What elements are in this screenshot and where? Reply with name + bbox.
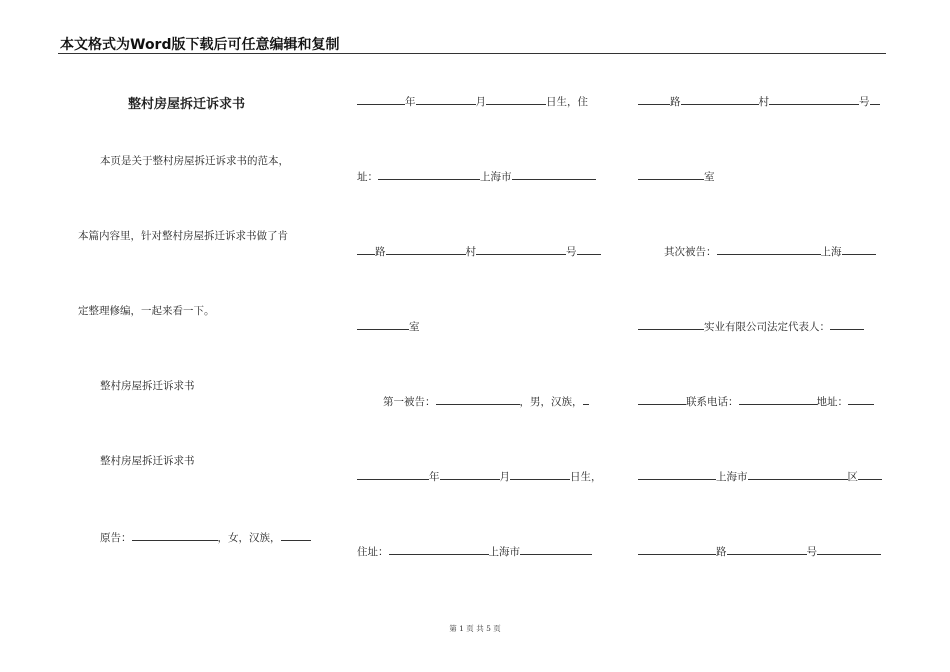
blank-field — [386, 243, 466, 255]
blank-field — [870, 93, 880, 105]
col2-date-line — [357, 93, 588, 109]
blank-field — [357, 468, 429, 480]
district-text: 区 — [847, 471, 858, 483]
blank-field — [638, 468, 716, 480]
intro-line-1: 本页是关于整村房屋拆迁诉求书的范本， — [100, 155, 289, 167]
col2-address-line — [357, 168, 596, 184]
blank-field — [520, 543, 592, 555]
blank-field — [638, 168, 704, 180]
address-label: 住址： — [357, 546, 389, 558]
subtitle-1: 整村房屋拆迁诉求书 — [100, 380, 195, 392]
day-text: 日生， — [570, 471, 602, 483]
village-text: 村 — [758, 96, 769, 108]
col3-road-line — [638, 93, 880, 109]
year-text: 年 — [405, 96, 416, 108]
blank-field — [638, 318, 704, 330]
plaintiff-line — [100, 529, 311, 545]
defendant2-label: 其次被告： — [664, 246, 717, 258]
blank-field — [510, 468, 570, 480]
blank-field — [436, 393, 520, 405]
number-text: 号 — [806, 546, 817, 558]
col2-road-line — [357, 243, 601, 259]
blank-field — [817, 543, 881, 555]
col2-room-line — [357, 318, 420, 334]
blank-field — [440, 468, 500, 480]
company-rep-line — [638, 318, 864, 334]
blank-field — [281, 529, 311, 541]
blank-field — [357, 93, 405, 105]
col3-road-line-2 — [638, 543, 881, 559]
blank-field — [486, 93, 546, 105]
page-footer: 第 1 页 共 5 页 — [449, 624, 501, 633]
blank-field — [858, 468, 882, 480]
company-rep-label: 实业有限公司法定代表人： — [704, 321, 830, 333]
defendant1-tail: ，男，汉族， — [519, 396, 583, 408]
document-title: 整村房屋拆迁诉求书 — [128, 97, 246, 112]
phone-label: 联系电话： — [686, 396, 739, 408]
blank-field — [378, 168, 480, 180]
intro-line-3: 定整理修编，一起来看一下。 — [78, 305, 215, 317]
road-text: 路 — [670, 96, 681, 108]
blank-field — [848, 393, 874, 405]
month-text: 月 — [499, 471, 510, 483]
village-text: 村 — [465, 246, 476, 258]
subtitle-2: 整村房屋拆迁诉求书 — [100, 455, 195, 467]
number-text: 号 — [859, 96, 870, 108]
number-text: 号 — [566, 246, 577, 258]
room-text: 室 — [409, 321, 420, 333]
intro-line-2: 本篇内容里，针对整村房屋拆迁诉求书做了肯 — [78, 230, 288, 242]
defendant1-line — [383, 393, 589, 409]
document-header: 本文格式为Word版下载后可任意编辑和复制 — [60, 37, 340, 53]
col2-address-line-2 — [357, 543, 592, 559]
blank-field — [748, 468, 848, 480]
blank-field — [583, 393, 589, 405]
address-label: 地址： — [816, 396, 848, 408]
blank-field — [132, 529, 218, 541]
city-text: 上海市 — [488, 546, 520, 558]
header-rule — [58, 53, 886, 54]
blank-field — [357, 318, 409, 330]
blank-field — [476, 243, 566, 255]
blank-field — [727, 543, 807, 555]
month-text: 月 — [475, 96, 486, 108]
blank-field — [512, 168, 596, 180]
blank-field — [681, 93, 759, 105]
year-text: 年 — [429, 471, 440, 483]
blank-field — [638, 543, 716, 555]
blank-field — [638, 93, 670, 105]
plaintiff-label: 原告： — [100, 532, 132, 544]
blank-field — [830, 318, 864, 330]
blank-field — [717, 243, 821, 255]
address-label: 址： — [357, 171, 378, 183]
city-text: 上海市 — [716, 471, 748, 483]
road-text: 路 — [375, 246, 386, 258]
defendant1-label: 第一被告： — [383, 396, 436, 408]
road-text: 路 — [716, 546, 727, 558]
blank-field — [416, 93, 476, 105]
plaintiff-tail: ，女，汉族， — [217, 532, 281, 544]
blank-field — [769, 93, 859, 105]
blank-field — [577, 243, 601, 255]
col2-date-line-2 — [357, 468, 602, 484]
col3-room-line — [638, 168, 715, 184]
blank-field — [842, 243, 876, 255]
city-text: 上海市 — [480, 171, 512, 183]
contact-line — [638, 393, 874, 409]
blank-field — [357, 243, 375, 255]
day-text: 日生，住 — [546, 96, 588, 108]
col3-city-line — [638, 468, 882, 484]
defendant2-line — [664, 243, 876, 259]
shanghai-text: 上海 — [820, 246, 842, 258]
room-text: 室 — [704, 171, 715, 183]
blank-field — [638, 393, 686, 405]
blank-field — [389, 543, 489, 555]
blank-field — [739, 393, 817, 405]
